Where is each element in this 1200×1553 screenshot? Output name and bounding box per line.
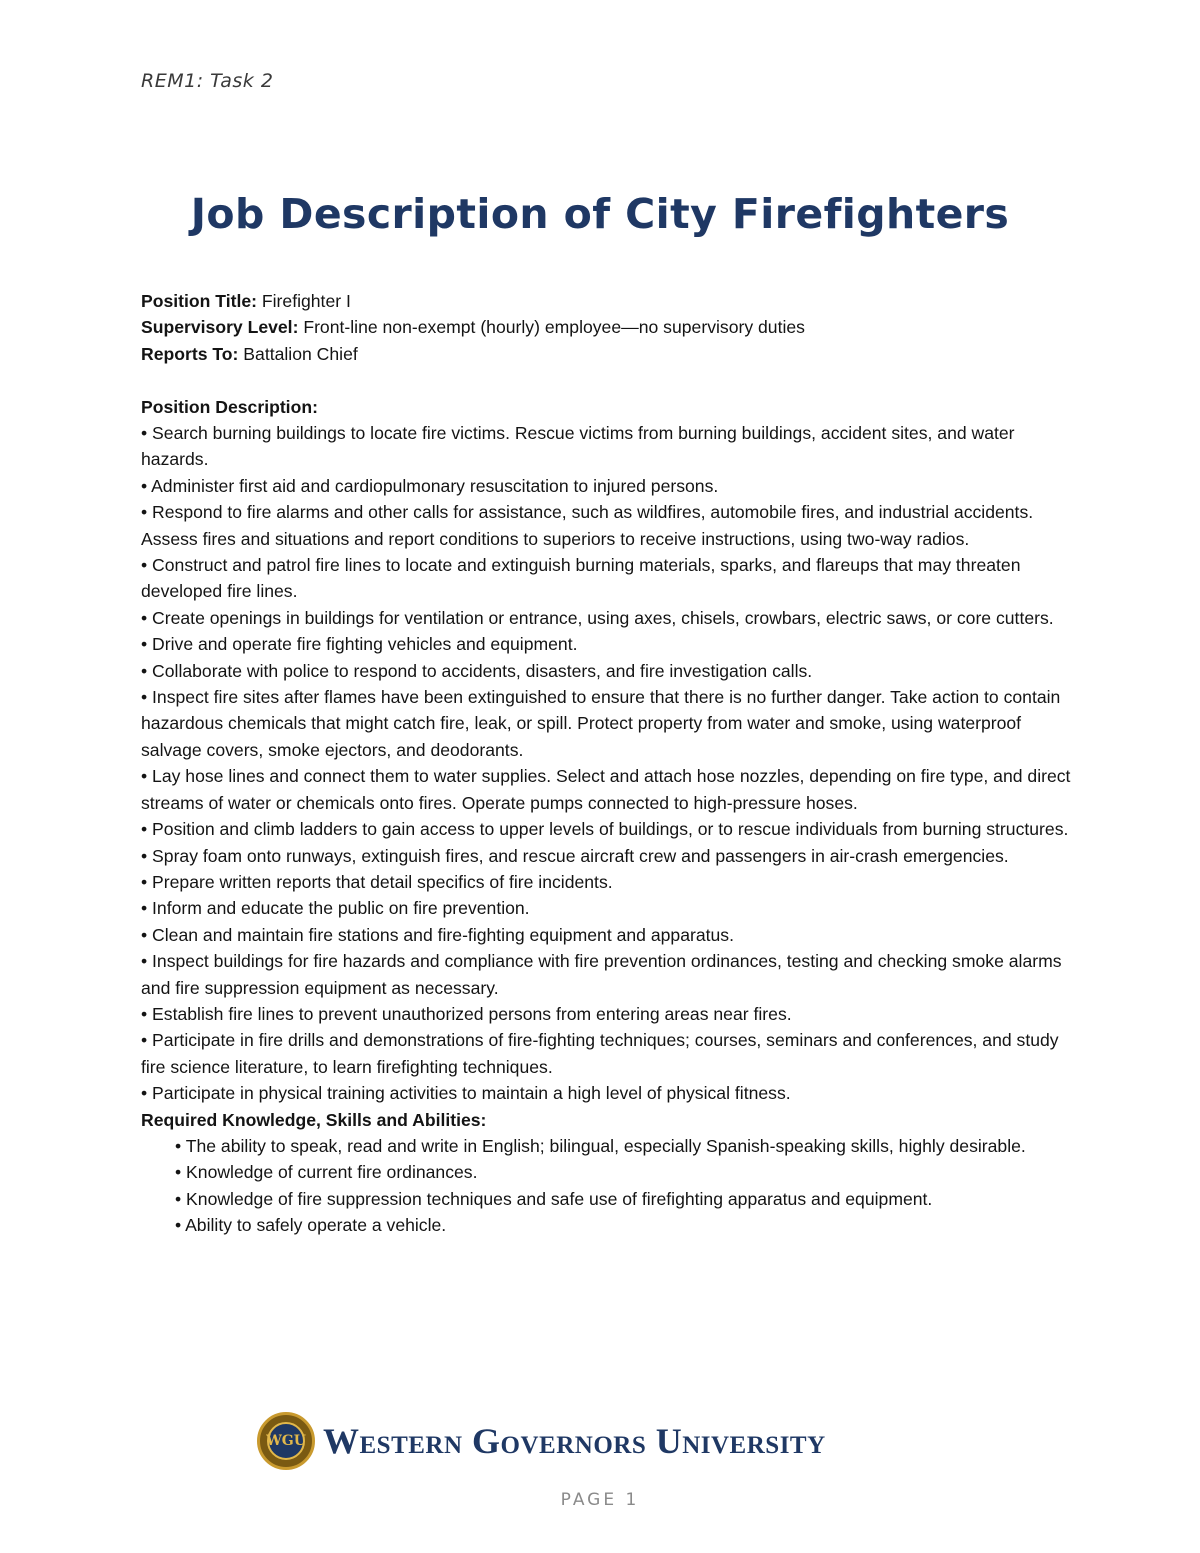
list-item: • Prepare written reports that detail specifics of fire incidents. bbox=[141, 871, 613, 892]
duties-list bbox=[141, 420, 1071, 1107]
list-item: • Knowledge of current fire ordinances. bbox=[175, 1162, 478, 1183]
document-body bbox=[141, 288, 1071, 1239]
meta-value: Front-line non-exempt (hourly) employee—no supervisory duties bbox=[298, 317, 805, 338]
spacer bbox=[141, 367, 1071, 393]
position-title-line bbox=[141, 288, 1071, 314]
list-item: • Participate in fire drills and demonstrations of fire-fighting techniques; courses, seminars and conferences, and study fire science literature, to learn firefighting techniques. bbox=[141, 1030, 1059, 1077]
list-item: • Collaborate with police to respond to accidents, disasters, and fire investigation calls. bbox=[141, 660, 813, 681]
reports-to-line bbox=[141, 341, 1071, 367]
list-item: • Participate in physical training activities to maintain a high level of physical fitness. bbox=[141, 1083, 791, 1104]
list-item: • Construct and patrol fire lines to locate and extinguish burning materials, sparks, and flareups that may threaten developed fire lines. bbox=[141, 555, 1021, 602]
page-header: REM1: Task 2 bbox=[141, 70, 274, 92]
page-number: PAGE 1 bbox=[560, 1490, 640, 1510]
list-item: • Establish fire lines to prevent unauthorized persons from entering areas near fires. bbox=[141, 1003, 792, 1024]
list-item: • Search burning buildings to locate fire victims. Rescue victims from burning buildings, accident sites, and water hazards. bbox=[141, 423, 1015, 470]
wgu-seal-icon bbox=[257, 1412, 315, 1470]
seal-monogram: WGU bbox=[267, 1422, 305, 1460]
page-title: Job Description of City Firefighters bbox=[190, 190, 1010, 238]
list-item: • Position and climb ladders to gain access to upper levels of buildings, or to rescue individuals from burning structures. bbox=[141, 819, 1069, 840]
ksa-list bbox=[141, 1133, 1071, 1239]
meta-value: Firefighter I bbox=[257, 291, 351, 311]
ksa-heading: Required Knowledge, Skills and Abilities: bbox=[141, 1109, 487, 1130]
supervisory-level-line bbox=[141, 314, 1071, 340]
meta-value: Battalion Chief bbox=[238, 343, 358, 364]
list-item: • Drive and operate fire fighting vehicles and equipment. bbox=[141, 634, 578, 655]
list-item: • Inspect fire sites after flames have been extinguished to ensure that there is no further danger. Take action to contain hazardous chemicals that might catch fire, leak, or spill. Protect property from water and smoke, using waterproof salvage covers, smoke ejectors, and deodorants. bbox=[141, 687, 1061, 760]
list-item: • Ability to safely operate a vehicle. bbox=[175, 1215, 447, 1236]
list-item: • Lay hose lines and connect them to water supplies. Select and attach hose nozzles, depending on fire type, and direct streams of water or chemicals onto fires. Operate pumps connected to high-pressure hoses. bbox=[141, 766, 1071, 813]
list-item: • Inform and educate the public on fire prevention. bbox=[141, 898, 530, 919]
list-item: • Administer first aid and cardiopulmonary resuscitation to injured persons. bbox=[141, 475, 719, 496]
meta-label: Position Title: bbox=[141, 291, 257, 311]
university-wordmark: Western Governors University bbox=[323, 1421, 826, 1461]
list-item: • Spray foam onto runways, extinguish fires, and rescue aircraft crew and passengers in air-crash emergencies. bbox=[141, 845, 1009, 866]
list-item: • Respond to fire alarms and other calls for assistance, such as wildfires, automobile fires, and industrial accidents. Assess fires and situations and report conditions to superiors to receive instructions, using two-way radios. bbox=[141, 502, 1034, 549]
meta-label: Reports To: bbox=[141, 343, 239, 364]
list-item: • Create openings in buildings for ventilation or entrance, using axes, chisels, crowbars, electric saws, or core cutters. bbox=[141, 607, 1054, 628]
list-item: • Knowledge of fire suppression techniques and safe use of firefighting apparatus and equipment. bbox=[175, 1188, 933, 1209]
list-item: • Clean and maintain fire stations and fire-fighting equipment and apparatus. bbox=[141, 924, 734, 945]
list-item: • Inspect buildings for fire hazards and compliance with fire prevention ordinances, testing and checking smoke alarms and fire suppression equipment as necessary. bbox=[141, 951, 1062, 998]
meta-label: Supervisory Level: bbox=[141, 317, 299, 338]
position-description-heading: Position Description: bbox=[141, 396, 318, 417]
wgu-logo bbox=[257, 1411, 907, 1471]
list-item: • The ability to speak, read and write in English; bilingual, especially Spanish-speaking skills, highly desirable. bbox=[175, 1135, 1026, 1156]
